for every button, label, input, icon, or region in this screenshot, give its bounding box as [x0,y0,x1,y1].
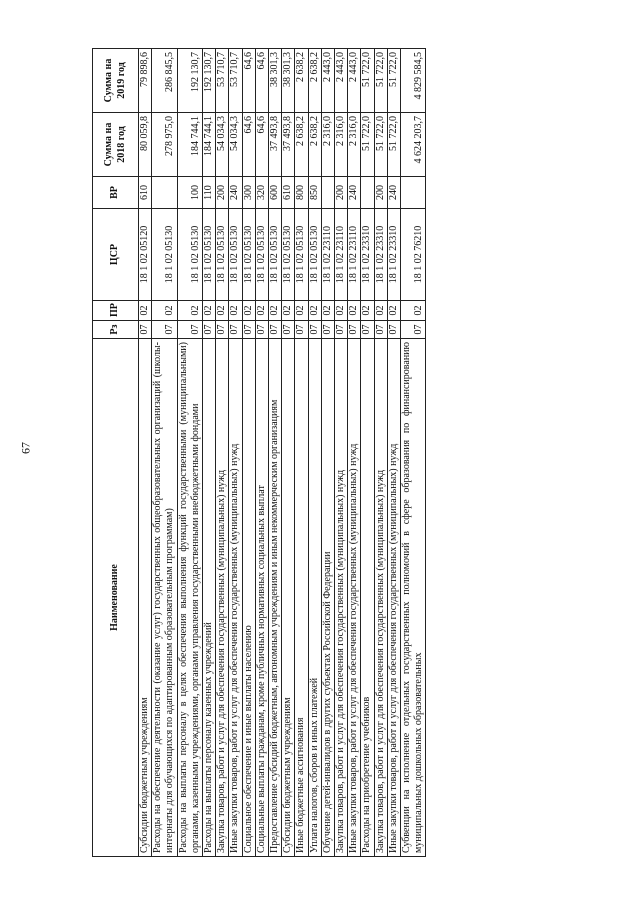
table-row [139,49,152,857]
row-vr: 110 [203,177,216,209]
row-csr: 18 1 02 23310 [387,209,400,301]
row-vr: 240 [229,177,242,209]
row-name: Предоставление субсидий бюджетным, автономным учреждениям и иным некоммерческим организациям [269,339,282,857]
rotated-table-container [92,49,602,857]
header-csr: ЦСР [93,209,139,301]
row-rz: 07 [321,321,334,339]
row-rz: 07 [374,321,387,339]
table-row [387,49,400,857]
table-row [321,49,334,857]
row-name: Расходы на обеспечение деятельности (оказание услуг) государственных общеобразовательных организаций (школы-интернаты для обучающихся по адаптированным образовательным программам) [152,339,177,857]
row-pr: 02 [269,301,282,321]
row-csr: 18 1 02 05130 [216,209,229,301]
table-row [361,49,374,857]
row-rz: 07 [361,321,374,339]
row-pr: 02 [374,301,387,321]
header-vr: ВР [93,177,139,209]
row-sum-2019: 51 722,0 [374,49,387,113]
row-rz: 07 [139,321,152,339]
row-vr: 800 [295,177,308,209]
row-name: Закупка товаров, работ и услуг для обеспечения государственных (муниципальных) нужд [216,339,229,857]
row-csr: 18 1 02 76210 [401,209,426,301]
row-vr [361,177,374,209]
row-pr: 02 [361,301,374,321]
row-sum-2018: 2 638,2 [295,113,308,177]
row-csr: 18 1 02 05130 [203,209,216,301]
row-pr: 02 [335,301,348,321]
table-row [269,49,282,857]
row-pr: 02 [348,301,361,321]
row-sum-2019: 2 638,2 [308,49,321,113]
row-sum-2019: 192 130,7 [203,49,216,113]
row-name: Расходы на выплаты персоналу казенных учреждений [203,339,216,857]
row-pr: 02 [401,301,426,321]
row-rz: 07 [229,321,242,339]
row-sum-2018: 2 316,0 [335,113,348,177]
row-csr: 18 1 02 05130 [295,209,308,301]
table-row [203,49,216,857]
table-row [255,49,268,857]
row-csr: 18 1 02 05130 [177,209,202,301]
row-name: Иные бюджетные ассигнования [295,339,308,857]
row-vr: 320 [255,177,268,209]
row-sum-2018: 54 034,3 [229,113,242,177]
page-number: 67 [18,442,33,454]
row-pr: 02 [229,301,242,321]
row-sum-2018: 51 722,0 [387,113,400,177]
row-vr [152,177,177,209]
row-rz: 07 [177,321,202,339]
row-rz: 07 [152,321,177,339]
row-rz: 07 [387,321,400,339]
row-vr: 610 [139,177,152,209]
row-sum-2019: 79 898,6 [139,49,152,113]
table-row [229,49,242,857]
row-pr: 02 [216,301,229,321]
row-sum-2019: 286 845,5 [152,49,177,113]
row-csr: 18 1 02 05130 [282,209,295,301]
row-sum-2019: 38 301,3 [269,49,282,113]
row-pr: 02 [295,301,308,321]
row-name: Субсидии бюджетным учреждениям [139,339,152,857]
row-pr: 02 [152,301,177,321]
row-name: Закупка товаров, работ и услуг для обеспечения государственных (муниципальных) нужд [335,339,348,857]
row-sum-2019: 51 722,0 [387,49,400,113]
header-name: Наименование [93,339,139,857]
row-sum-2019: 2 638,2 [295,49,308,113]
row-vr: 100 [177,177,202,209]
row-pr: 02 [139,301,152,321]
row-vr: 600 [269,177,282,209]
row-sum-2019: 53 710,7 [229,49,242,113]
row-rz: 07 [348,321,361,339]
row-name: Иные закупки товаров, работ и услуг для обеспечения государственных (муниципальных) нужд [229,339,242,857]
table-row [216,49,229,857]
row-csr: 18 1 02 23310 [374,209,387,301]
header-sum-2019-line1: Сумма на [103,58,115,103]
row-pr: 02 [242,301,255,321]
row-sum-2019: 51 722,0 [361,49,374,113]
row-name: Субвенции на исполнение отдельных государственных полномочий в сфере образования по финансированию муниципальных дошкольных образовательных [401,339,426,857]
row-pr: 02 [282,301,295,321]
row-rz: 07 [255,321,268,339]
row-sum-2019: 64,6 [242,49,255,113]
row-rz: 07 [282,321,295,339]
row-sum-2019: 38 301,3 [282,49,295,113]
row-sum-2019: 64,6 [255,49,268,113]
row-vr [321,177,334,209]
row-rz: 07 [242,321,255,339]
header-sum-2018 [93,113,139,177]
row-vr: 200 [216,177,229,209]
row-csr: 18 1 02 23310 [361,209,374,301]
row-vr: 850 [308,177,321,209]
row-name: Социальное обеспечение и иные выплаты населению [242,339,255,857]
row-sum-2018: 37 493,8 [282,113,295,177]
row-rz: 07 [401,321,426,339]
row-sum-2018: 184 744,1 [203,113,216,177]
header-sum-2018-line2: 2018 год [115,126,127,163]
row-vr: 240 [348,177,361,209]
header-pr: ПР [93,301,139,321]
row-csr: 18 1 02 05130 [229,209,242,301]
table-row [152,49,177,857]
row-sum-2018: 51 722,0 [361,113,374,177]
row-vr: 200 [335,177,348,209]
row-name: Закупка товаров, работ и услуг для обеспечения государственных (муниципальных) нужд [374,339,387,857]
row-pr: 02 [177,301,202,321]
row-csr: 18 1 02 23110 [321,209,334,301]
header-rz: Рз [93,321,139,339]
row-vr: 200 [374,177,387,209]
table-row [242,49,255,857]
row-sum-2018: 80 059,8 [139,113,152,177]
row-rz: 07 [216,321,229,339]
row-csr: 18 1 02 05130 [308,209,321,301]
row-csr: 18 1 02 23110 [348,209,361,301]
row-csr: 18 1 02 05120 [139,209,152,301]
row-sum-2018: 51 722,0 [374,113,387,177]
row-sum-2018: 37 493,8 [269,113,282,177]
row-sum-2019: 2 443,0 [335,49,348,113]
row-rz: 07 [308,321,321,339]
row-sum-2018: 4 624 203,7 [401,113,426,177]
row-sum-2018: 64,6 [255,113,268,177]
row-sum-2018: 184 744,1 [177,113,202,177]
table-row [282,49,295,857]
table-header-row [93,49,139,857]
table-row [295,49,308,857]
row-csr: 18 1 02 05130 [152,209,177,301]
row-name: Иные закупки товаров, работ и услуг для обеспечения государственных (муниципальных) нужд [387,339,400,857]
header-sum-2019-line2: 2019 год [115,62,127,99]
row-sum-2019: 2 443,0 [348,49,361,113]
row-rz: 07 [295,321,308,339]
row-pr: 02 [255,301,268,321]
row-rz: 07 [269,321,282,339]
table-row [177,49,202,857]
row-rz: 07 [203,321,216,339]
table-row [308,49,321,857]
table-row [374,49,387,857]
row-vr: 610 [282,177,295,209]
row-name: Иные закупки товаров, работ и услуг для обеспечения государственных (муниципальных) нужд [348,339,361,857]
row-name: Социальные выплаты гражданам, кроме публичных нормативных социальных выплат [255,339,268,857]
table-row [348,49,361,857]
row-csr: 18 1 02 23110 [335,209,348,301]
row-sum-2019: 192 130,7 [177,49,202,113]
row-sum-2019: 4 829 584,5 [401,49,426,113]
row-pr: 02 [321,301,334,321]
row-sum-2018: 2 316,0 [321,113,334,177]
row-vr: 300 [242,177,255,209]
row-sum-2018: 2 316,0 [348,113,361,177]
table-row [401,49,426,857]
row-csr: 18 1 02 05130 [269,209,282,301]
row-name: Обучение детей-инвалидов в других субъектах Российской Федерации [321,339,334,857]
row-name: Уплата налогов, сборов и иных платежей [308,339,321,857]
row-sum-2019: 53 710,7 [216,49,229,113]
row-pr: 02 [308,301,321,321]
row-pr: 02 [387,301,400,321]
row-sum-2018: 54 034,3 [216,113,229,177]
row-vr [401,177,426,209]
row-csr: 18 1 02 05130 [242,209,255,301]
row-name: Расходы на выплаты персоналу в целях обеспечения выполнения функций государственными (муниципальными) органами, казенными учреждениями, органами управления государственными внебюджетными фондами [177,339,202,857]
row-pr: 02 [203,301,216,321]
row-csr: 18 1 02 05130 [255,209,268,301]
row-sum-2018: 278 975,0 [152,113,177,177]
row-sum-2019: 2 443,0 [321,49,334,113]
table-row [335,49,348,857]
row-rz: 07 [335,321,348,339]
table-body [139,49,426,857]
budget-table [92,48,426,857]
row-name: Расходы на приобретение учебников [361,339,374,857]
row-sum-2018: 64,6 [242,113,255,177]
row-vr: 240 [387,177,400,209]
header-sum-2019 [93,49,139,113]
row-sum-2018: 2 638,2 [308,113,321,177]
row-name: Субсидии бюджетным учреждениям [282,339,295,857]
header-sum-2018-line1: Сумма на [103,122,115,167]
